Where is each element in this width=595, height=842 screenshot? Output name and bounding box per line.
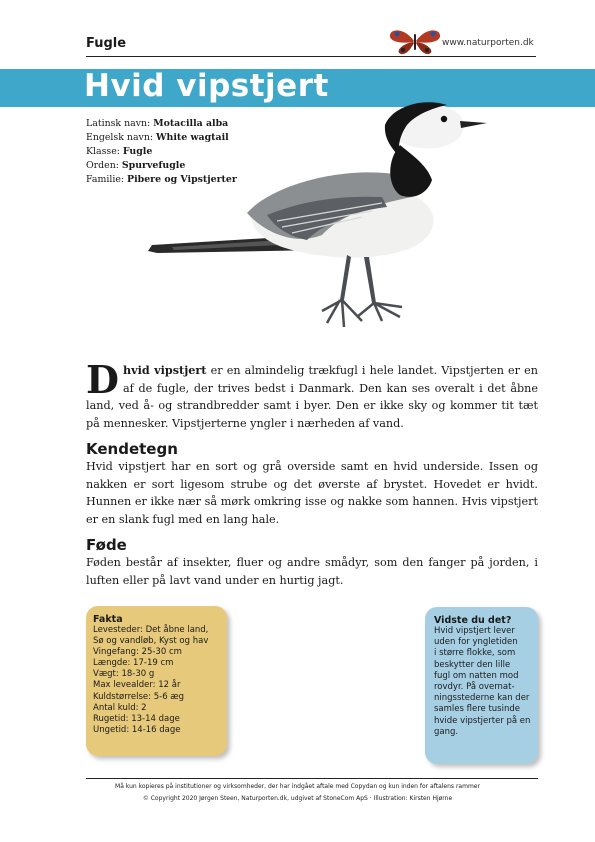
meta-label: Klasse:: [86, 146, 123, 157]
meta-row: [86, 173, 237, 187]
meta-value: Motacilla alba: [153, 118, 229, 129]
vidste-line: beskytter den lille: [434, 659, 511, 670]
meta-label: Latinsk navn:: [86, 118, 154, 129]
paragraph-kendetegn: Hvid vipstjert har en sort og grå overside samt en hvid underside. Issen og nakken er sort ligesom strube og det øverste af brystet. Hovedet er hvidt. Hunnen er ikke nær så mørk omkring isse og nakke som hannen. Hvis vipstjert er en slank fugl med en lang hale.: [86, 460, 538, 526]
site-url: www.naturporten.dk: [442, 38, 534, 48]
header-divider: [86, 56, 536, 57]
intro-paragraph: [86, 357, 538, 432]
meta-row: [86, 145, 237, 159]
meta-value: Pibere og Vipstjerter: [127, 174, 237, 185]
fakta-line: Max levealder: 12 år: [93, 680, 181, 691]
meta-row: [86, 131, 237, 145]
heading-fode: Føde: [86, 536, 127, 554]
meta-label: Familie:: [86, 174, 128, 185]
meta-label: Orden:: [86, 160, 122, 171]
vidste-line: gang.: [434, 726, 459, 737]
vidste-du-det-box: [425, 607, 538, 764]
footer-copy-notice: Må kun kopieres på institutioner og virksomheder, der har indgået aftale med Copydan og kun inden for aftalens rammer: [115, 783, 480, 790]
brand-logo[interactable]: [387, 26, 547, 56]
vidste-title: Vidste du det?: [434, 615, 512, 626]
fakta-box: [86, 606, 227, 756]
vidste-line: rovdyr. På overnat-: [434, 682, 515, 693]
fakta-title: Fakta: [93, 614, 123, 625]
vidste-line: fugl om natten mod: [434, 670, 519, 681]
category-label: Fugle: [86, 36, 127, 51]
vidste-line: i større flokke, som: [434, 648, 516, 659]
species-meta: [86, 117, 237, 187]
meta-label: Engelsk navn:: [86, 132, 157, 143]
meta-value: Fugle: [122, 146, 153, 157]
butterfly-icon: [387, 26, 443, 56]
fakta-line: Længde: 17-19 cm: [93, 658, 174, 669]
paragraph-fode: Føden består af insekter, fluer og andre smådyr, som den fanger på jorden, i luften eller på lavt vand under en hurtig jagt.: [86, 556, 538, 587]
vidste-line: samles flere tusinde: [434, 704, 520, 715]
meta-value: White wagtail: [156, 132, 229, 143]
fakta-line: Sø og vandløb, Kyst og hav: [93, 636, 209, 647]
fakta-line: Kuldstørrelse: 5-6 æg: [93, 691, 185, 702]
drop-cap: D: [86, 357, 119, 402]
vidste-line: Hvid vipstjert lever: [434, 626, 515, 636]
fakta-line: Ungetid: 14-16 dage: [93, 724, 181, 735]
meta-row: [86, 159, 237, 173]
intro-text: er en almindelig trækfugl i hele landet. Vipstjerten er en af de fugle, der trives bedst i Danmark. Den kan ses overalt i det åbne land, ved å- og strandbredder samt i byer. Den er ikke sky og kommer tit tæt på mennesker. Vipstjerterne yngler i nærheden af vand.: [86, 364, 538, 430]
fakta-line: Antal kuld: 2: [93, 702, 147, 713]
fakta-line: Vægt: 18-30 g: [93, 669, 155, 680]
fakta-line: Vingefang: 25-30 cm: [93, 647, 182, 658]
heading-kendetegn: Kendetegn: [86, 440, 178, 458]
intro-bold: hvid vipstjert: [122, 363, 207, 377]
footer-divider: [86, 778, 538, 779]
footer-copyright: © Copyright 2020 Jørgen Steen, Naturporten.dk, udgivet af StoneCom ApS · Illustration: Kirsten Hjørne: [142, 795, 453, 802]
vidste-line: hvide vipstjerter på en: [434, 715, 531, 726]
page-title: Hvid vipstjert: [84, 68, 329, 104]
fakta-line: Rugetid: 13-14 dage: [93, 713, 180, 724]
fakta-line: Levesteder: Det åbne land,: [93, 625, 209, 635]
vidste-line: ningsstederne kan der: [434, 693, 530, 704]
vidste-line: uden for yngletiden: [434, 637, 518, 648]
meta-value: Spurvefugle: [121, 160, 186, 171]
meta-row: [86, 117, 237, 131]
